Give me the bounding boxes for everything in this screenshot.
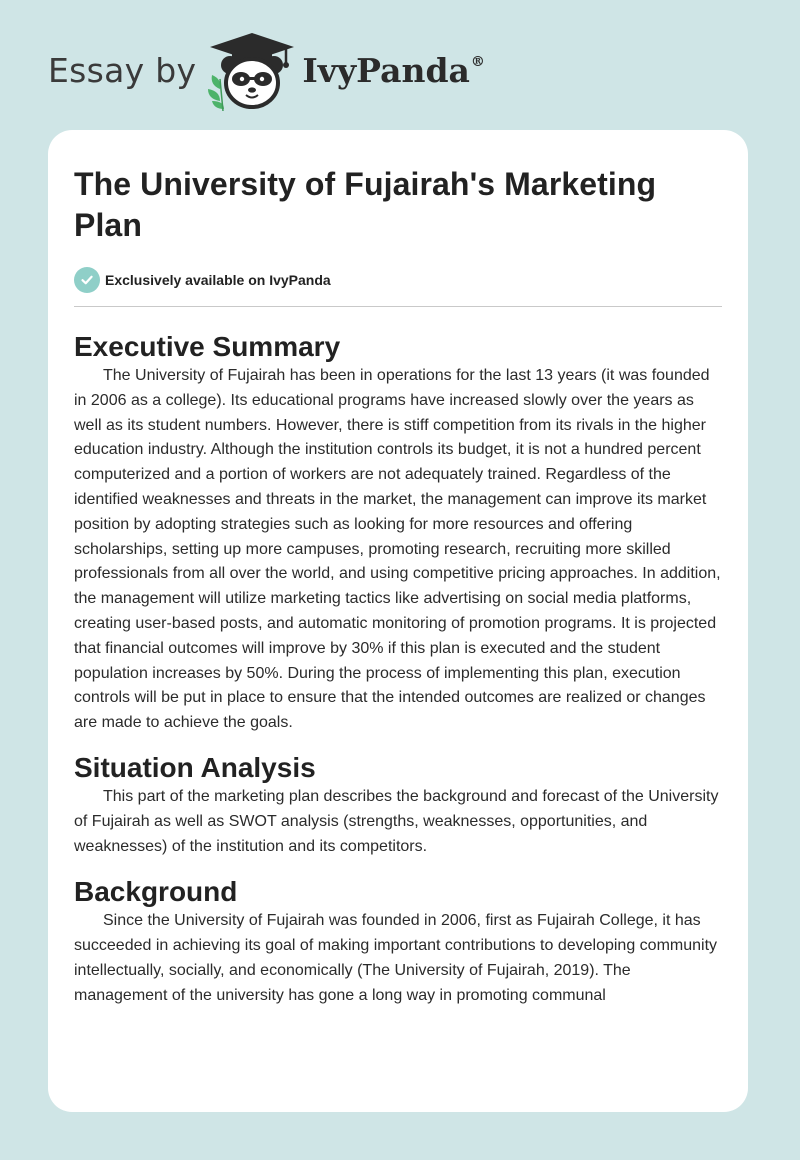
page-title: The University of Fujairah's Marketing Plan (74, 166, 657, 243)
divider (74, 306, 722, 307)
check-circle-icon (74, 267, 100, 293)
exclusive-label: Exclusively available on IvyPanda (105, 272, 331, 288)
essay-by-label: Essay by (48, 50, 197, 90)
exclusive-badge (74, 266, 722, 294)
paragraph-executive-summary: The University of Fujairah has been in operations for the last 13 years (it was founded in 2006 as a college). Its educational programs have increased slowly over the years as well as its student numbers. However, there is stiff competition from its rivals in the higher education industry. Although the institution controls its budget, it is not a hundred percent computerized and a portion of workers are not adequately trained. Regardless of the identified weaknesses and threats in the market, the management can improve its market position by adopting strategies such as looking for more resources and offering scholarships, setting up more campuses, promoting research, recruiting more skilled professionals from all over the world, and using competitive pricing approaches. In addition, the management will utilize marketing tactics like advertising on social media platforms, creating user-based posts, and automatic monitoring of promotion programs. It is projected that financial outcomes will improve by 30% if this plan is executed and the student population increases by 50%. During the process of implementing this plan, execution controls will be put in place to ensure that the intended outcomes are realized or changes are made to achieve the goals. (74, 367, 721, 732)
essay-card (48, 130, 748, 1112)
paragraph-situation-analysis: This part of the marketing plan describes the background and forecast of the University of Fujairah as well as SWOT analysis (strengths, weaknesses, opportunities, and weaknesses) of the institution and its competitors. (74, 787, 719, 855)
site-header (48, 30, 485, 110)
section-heading-executive-summary: Executive Summary (74, 331, 341, 362)
registered-mark: ® (470, 53, 485, 70)
brand-name[interactable] (302, 51, 485, 90)
panda-graduate-logo-icon[interactable] (206, 29, 298, 111)
brand-label: IvyPanda (302, 50, 470, 90)
section-heading-situation-analysis: Situation Analysis (74, 751, 316, 783)
paragraph-background: Since the University of Fujairah was founded in 2006, first as Fujairah College, it has succeeded in achieving its goal of making important contributions to developing community intellectually, socially, and economically (The University of Fujairah, 2019). The management of the university has gone a long way in promoting communal (74, 912, 718, 1004)
section-heading-background: Background (74, 876, 238, 908)
